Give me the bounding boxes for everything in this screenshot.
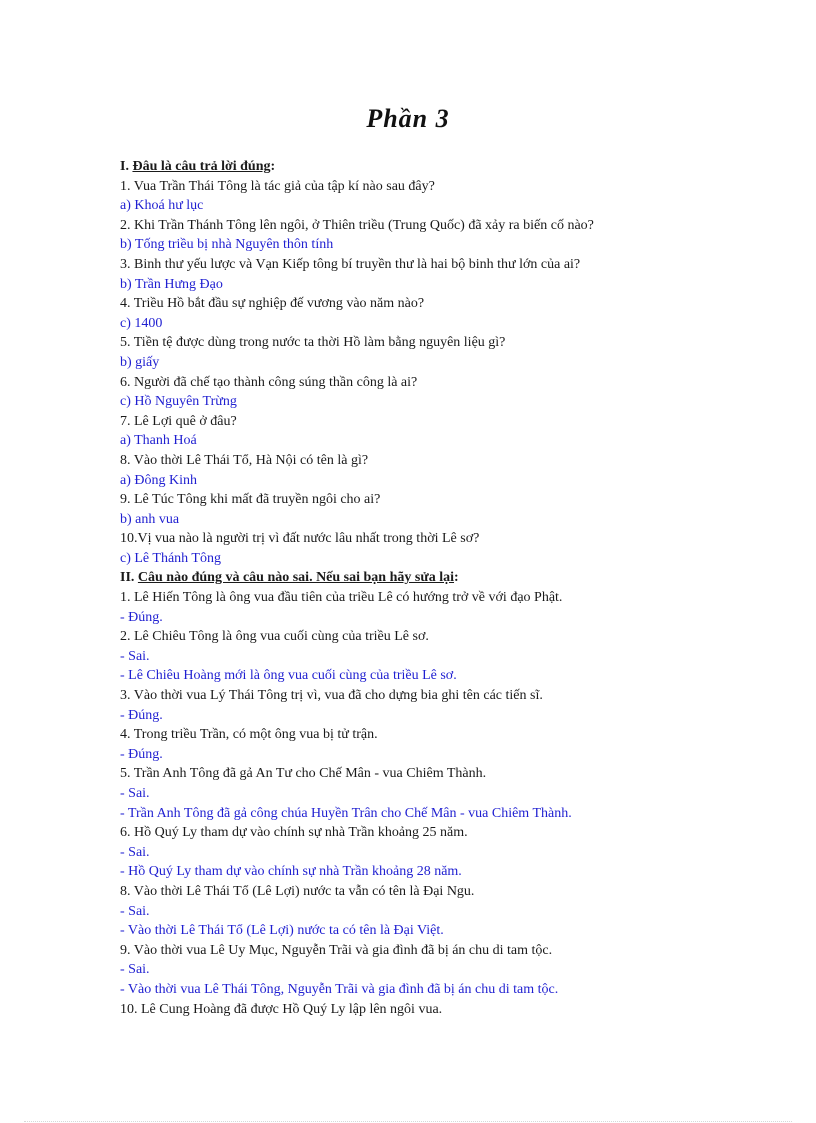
question: 5. Tiền tệ được dùng trong nước ta thời Hồ làm bằng nguyên liệu gì? xyxy=(120,335,506,351)
answer: c) Hồ Nguyên Trừng xyxy=(120,394,237,410)
section-2-colon: : xyxy=(454,570,459,586)
section-1-colon: : xyxy=(270,159,276,174)
verdict: - Sai. xyxy=(120,648,150,664)
correction: - Vào thời vua Lê Thái Tông, Nguyễn Trãi và gia đình đã bị án chu di tam tộc. xyxy=(120,981,559,997)
answer: b) giấy xyxy=(120,354,160,370)
answer: b) anh vua xyxy=(120,511,180,527)
answer: a) Đông Kinh xyxy=(120,472,197,488)
question: 1. Vua Trần Thái Tông là tác giả của tập kí nào sau đây? xyxy=(120,178,435,194)
verdict: - Sai. xyxy=(120,962,150,978)
question: 10.Vị vua nào là người trị vì đất nước lâu nhất trong thời Lê sơ? xyxy=(120,531,480,547)
answer: c) Lê Thánh Tông xyxy=(120,550,221,566)
correction: - Lê Chiêu Hoàng mới là ông vua cuối cùng của triều Lê sơ. xyxy=(120,668,457,684)
statement: 1. Lê Hiến Tông là ông vua đầu tiên của triều Lê có hướng trở về với đạo Phật. xyxy=(120,590,563,606)
verdict: - Sai. xyxy=(120,786,150,801)
correction: - Hồ Quý Ly tham dự vào chính sự nhà Trần khoảng 28 năm. xyxy=(120,864,462,880)
statement: 4. Trong triều Trần, có một ông vua bị tử trận. xyxy=(120,727,378,743)
question: 9. Lê Túc Tông khi mất đã truyền ngôi cho ai? xyxy=(120,492,381,508)
question: 7. Lê Lợi quê ở đâu? xyxy=(120,413,237,429)
answer: a) Khoá hư lục xyxy=(120,198,204,214)
question: 8. Vào thời Lê Thái Tổ, Hà Nội có tên là gì? xyxy=(120,452,369,468)
section-2-title: Câu nào đúng và câu nào sai. Nếu sai bạn hãy sửa lại xyxy=(137,570,455,586)
statement: 5. Trần Anh Tông đã gả An Tư cho Chế Mân - vua Chiêm Thành. xyxy=(120,766,487,782)
statement: 3. Vào thời vua Lý Thái Tông trị vì, vua đã cho dựng bia ghi tên các tiến sĩ. xyxy=(120,688,543,704)
question: 3. Binh thư yếu lược và Vạn Kiếp tông bí truyền thư là hai bộ binh thư lớn của ai? xyxy=(120,256,581,272)
section-2-heading xyxy=(120,568,800,588)
verdict: - Đúng. xyxy=(120,609,163,625)
statement: 10. Lê Cung Hoàng đã được Hồ Quý Ly lập lên ngôi vua. xyxy=(120,1001,443,1017)
question: 2. Khi Trần Thánh Tông lên ngôi, ở Thiên triều (Trung Quốc) đã xảy ra biến cố nào? xyxy=(120,217,594,233)
section-1-title: Đâu là câu trả lời đúng xyxy=(132,159,271,174)
verdict: - Đúng. xyxy=(120,707,163,723)
verdict: - Sai. xyxy=(120,844,150,860)
section-2-list xyxy=(120,588,800,1019)
answer: b) Trần Hưng Đạo xyxy=(120,276,223,292)
correction: - Vào thời Lê Thái Tổ (Lê Lợi) nước ta có tên là Đại Việt. xyxy=(120,923,444,939)
section-2-number: II. xyxy=(120,570,135,586)
answer: c) 1400 xyxy=(120,315,163,331)
statement: 2. Lê Chiêu Tông là ông vua cuối cùng của triều Lê sơ. xyxy=(120,629,429,645)
verdict: - Sai. xyxy=(120,903,150,919)
page-title: Phần 3 xyxy=(366,104,450,133)
statement: 9. Vào thời vua Lê Uy Mục, Nguyễn Trãi và gia đình đã bị án chu di tam tộc. xyxy=(120,942,553,958)
section-1-heading xyxy=(120,157,800,177)
section-1-list xyxy=(120,177,800,569)
question: 4. Triều Hồ bắt đầu sự nghiệp đế vương vào năm nào? xyxy=(120,296,425,312)
answer: b) Tống triều bị nhà Nguyên thôn tính xyxy=(120,237,334,253)
page-bottom-divider xyxy=(24,1121,792,1122)
document-body xyxy=(120,157,800,1019)
question: 6. Người đã chế tạo thành công súng thần công là ai? xyxy=(120,374,418,390)
statement: 6. Hồ Quý Ly tham dự vào chính sự nhà Trần khoảng 25 năm. xyxy=(120,825,468,841)
correction: - Trần Anh Tông đã gả công chúa Huyền Trân cho Chế Mân - vua Chiêm Thành. xyxy=(120,805,572,821)
answer: a) Thanh Hoá xyxy=(120,433,197,449)
section-1-number: I. xyxy=(120,159,129,174)
statement: 8. Vào thời Lê Thái Tổ (Lê Lợi) nước ta vẫn có tên là Đại Ngu. xyxy=(120,883,475,899)
verdict: - Đúng. xyxy=(120,746,163,762)
